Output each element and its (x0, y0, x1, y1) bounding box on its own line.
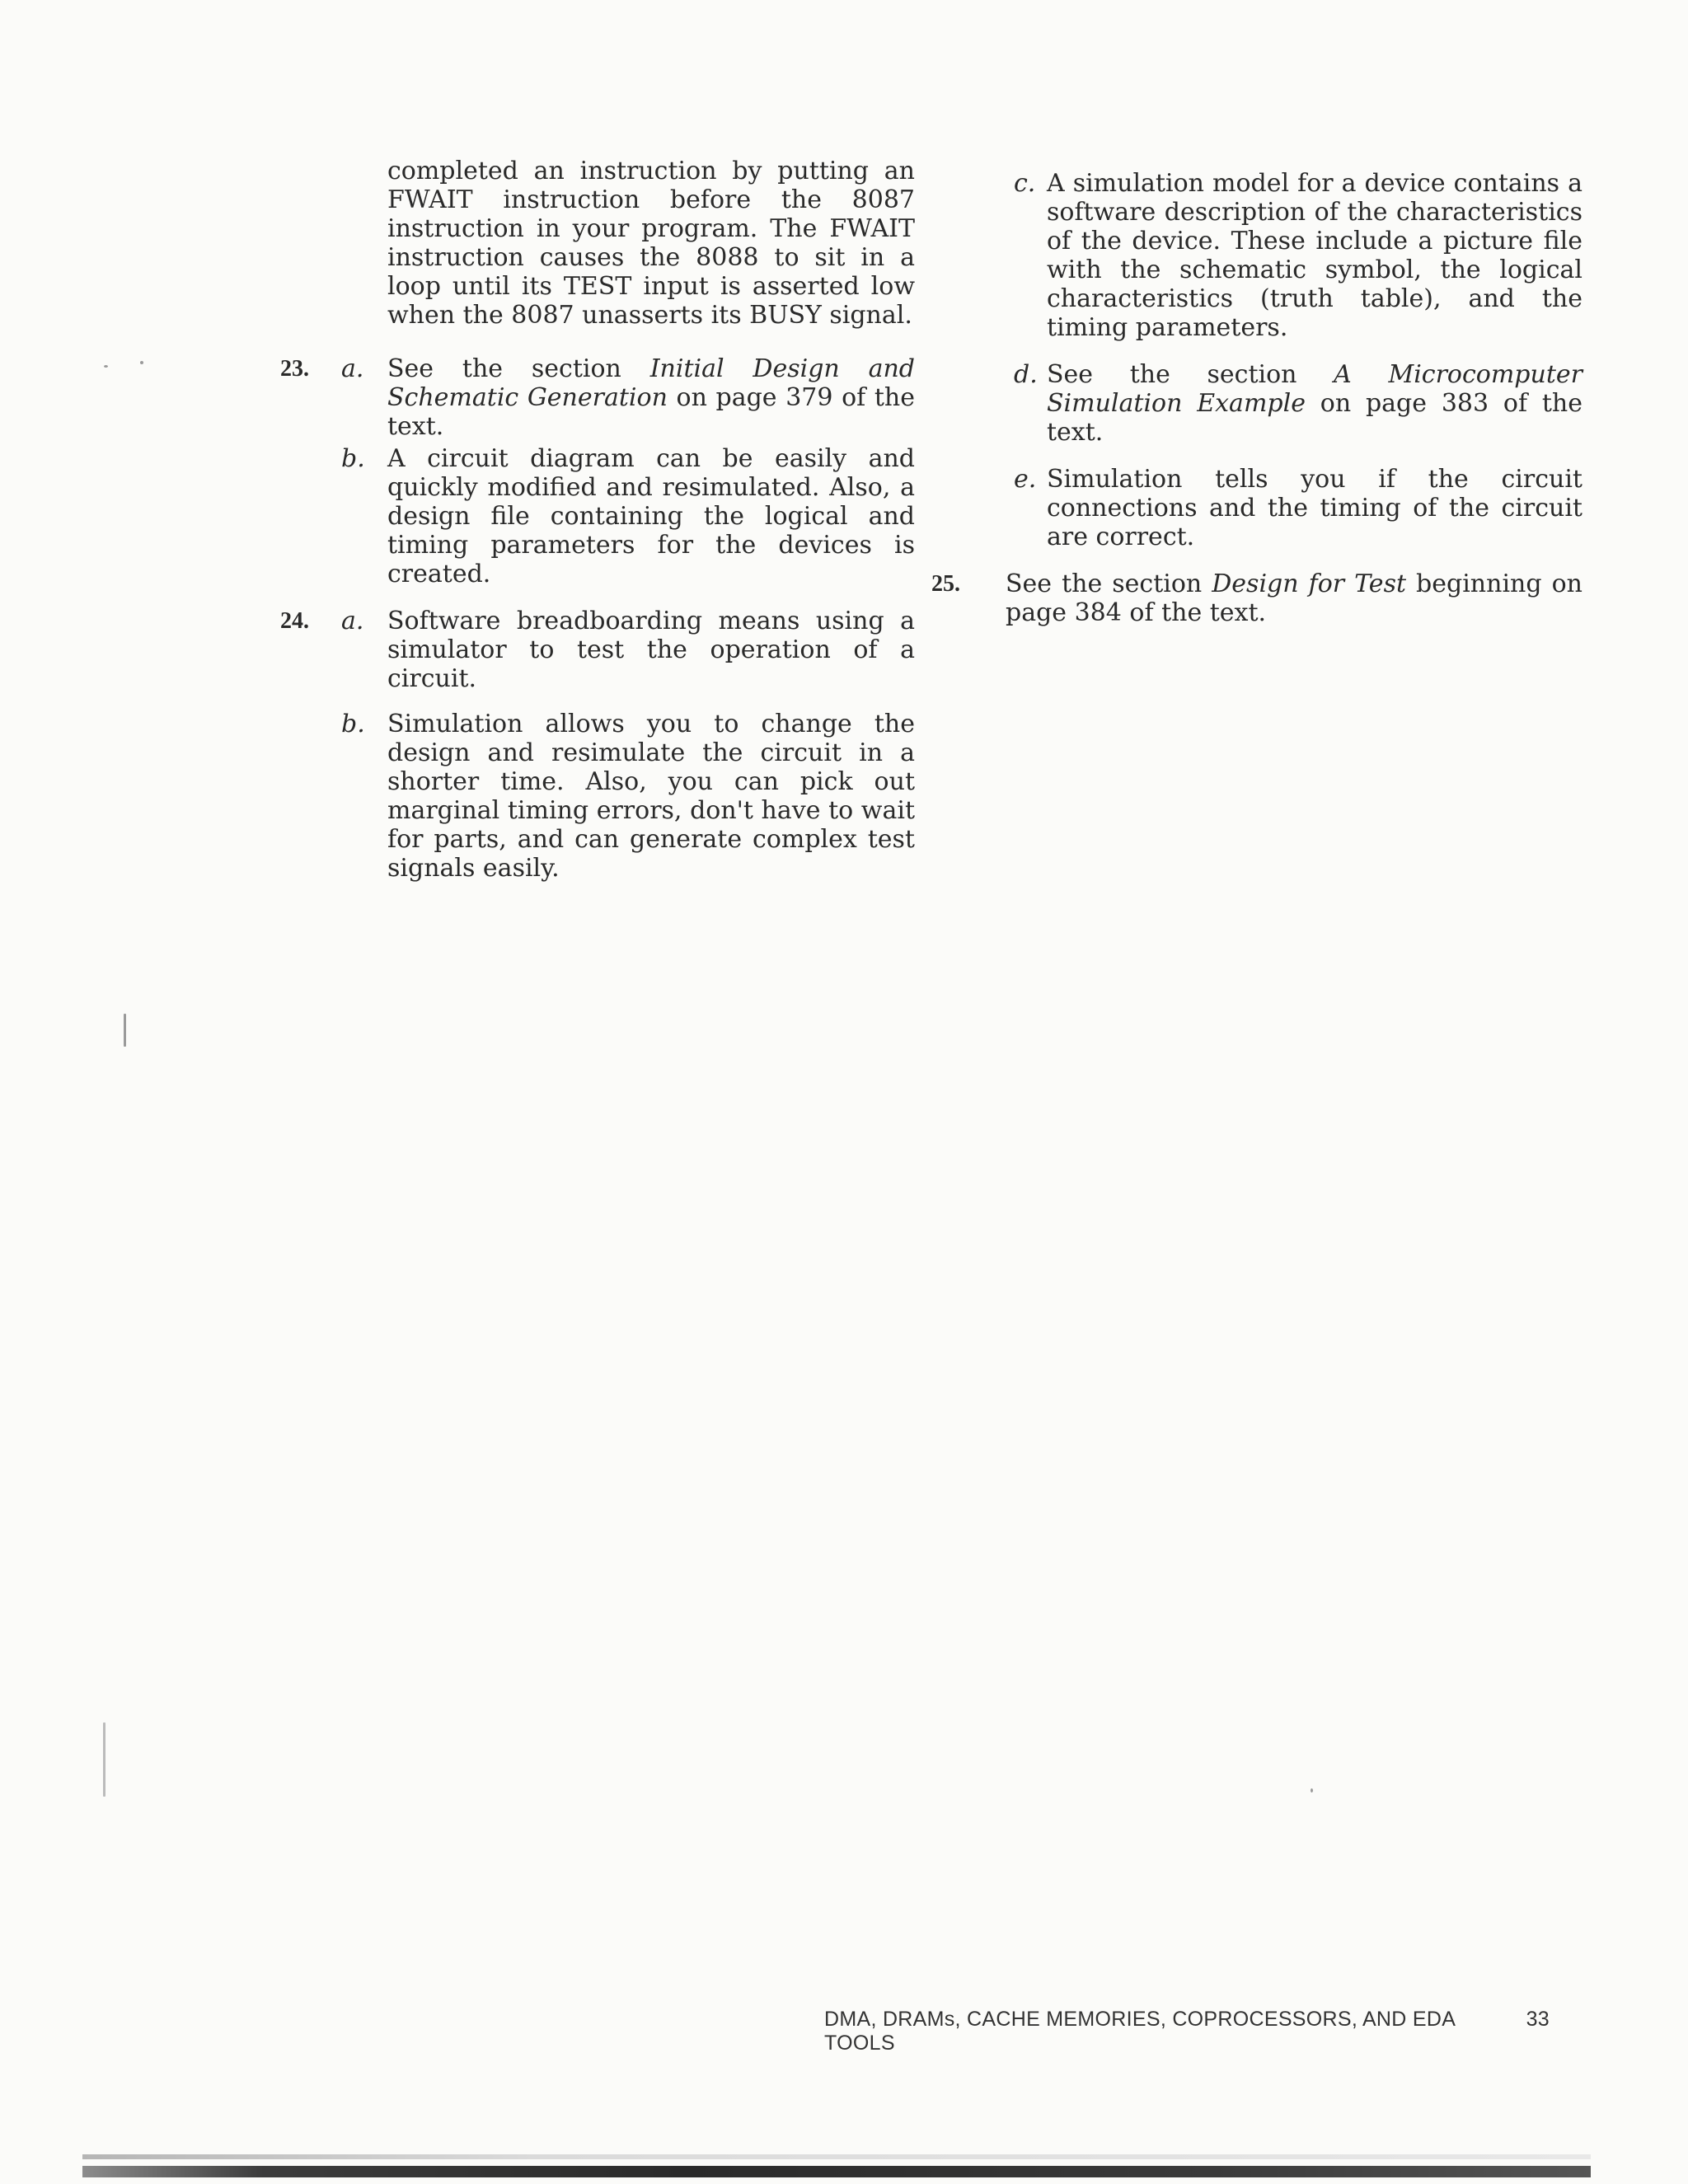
item-letter: a. (341, 607, 364, 635)
text-run: on page 383 of the text. (1047, 389, 1583, 447)
answer-23a-text (387, 354, 915, 441)
answer-24b (280, 710, 915, 883)
answer-24e (940, 465, 1582, 551)
section-title: Initial Design and Schematic Generation (387, 354, 915, 412)
section-title: A Microcomputer Simulation Example (1047, 360, 1582, 418)
answer-23a (280, 354, 915, 441)
page-number: 33 (1526, 2008, 1550, 2031)
answer-25 (931, 569, 1582, 627)
answer-24c-text: A simulation model for a device contains a software description of the characteristics of the device. These include a picture file with the schematic symbol, the logical characteristics (truth table), and the timing parameters. (1047, 169, 1582, 342)
continuation-paragraph (280, 157, 915, 330)
question-number-25: 25. (931, 571, 960, 597)
item-letter: c. (1014, 169, 1036, 198)
scan-speck (103, 1722, 106, 1797)
item-letter: b. (341, 444, 365, 473)
scan-edge-shadow (82, 2154, 1591, 2159)
text-run: on page 379 of the text. (387, 383, 915, 441)
page-footer (824, 2008, 1550, 2055)
answer-24c (940, 169, 1582, 342)
item-letter: e. (1014, 465, 1037, 494)
scan-speck (124, 1014, 126, 1047)
scan-edge-bar (82, 2166, 1591, 2177)
scan-speck (104, 365, 108, 368)
left-column (280, 157, 915, 883)
answer-23b-text: A circuit diagram can be easily and quickly modified and resimulated. Also, a design file containing the logical and timing parameters for the devices is created. (387, 444, 915, 588)
question-number-24: 24. (280, 608, 309, 634)
scan-speck (1311, 1788, 1313, 1793)
section-title: Design for Test (1212, 569, 1407, 598)
text-run: beginning on page 384 of the text. (1006, 569, 1582, 627)
item-letter: a. (341, 354, 364, 383)
answer-24a (280, 607, 915, 693)
answer-24d (940, 360, 1582, 447)
answer-24a-text: Software breadboarding means using a simulator to test the operation of a circuit. (387, 607, 915, 693)
answer-24b-text: Simulation allows you to change the design and resimulate the circuit in a shorter time. Also, you can pick out marginal timing errors, don't have to wait for parts, and can generate complex test signals easily. (387, 710, 915, 883)
continuation-text: completed an instruction by putting an FWAIT instruction before the 8087 instruction in your program. The FWAIT instruction causes the 8088 to sit in a loop until its TEST input is asserted low when the 8087 unasserts its BUSY signal. (387, 157, 915, 330)
right-column (931, 169, 1583, 627)
answer-23b (280, 444, 915, 588)
running-head: DMA, DRAMs, CACHE MEMORIES, COPROCESSORS, AND EDA TOOLS (824, 2008, 1455, 2055)
text-run: See the section (387, 354, 650, 383)
answer-24d-text (1047, 360, 1582, 447)
item-letter: d. (1014, 360, 1038, 389)
answer-24e-text: Simulation tells you if the circuit connections and the timing of the circuit are correct. (1047, 465, 1582, 551)
text-run: See the section (1006, 569, 1212, 598)
answer-25-text (1006, 569, 1582, 627)
text-run: See the section (1047, 360, 1334, 389)
scan-speck (140, 361, 143, 364)
question-number-23: 23. (280, 356, 309, 382)
item-letter: b. (341, 710, 365, 738)
